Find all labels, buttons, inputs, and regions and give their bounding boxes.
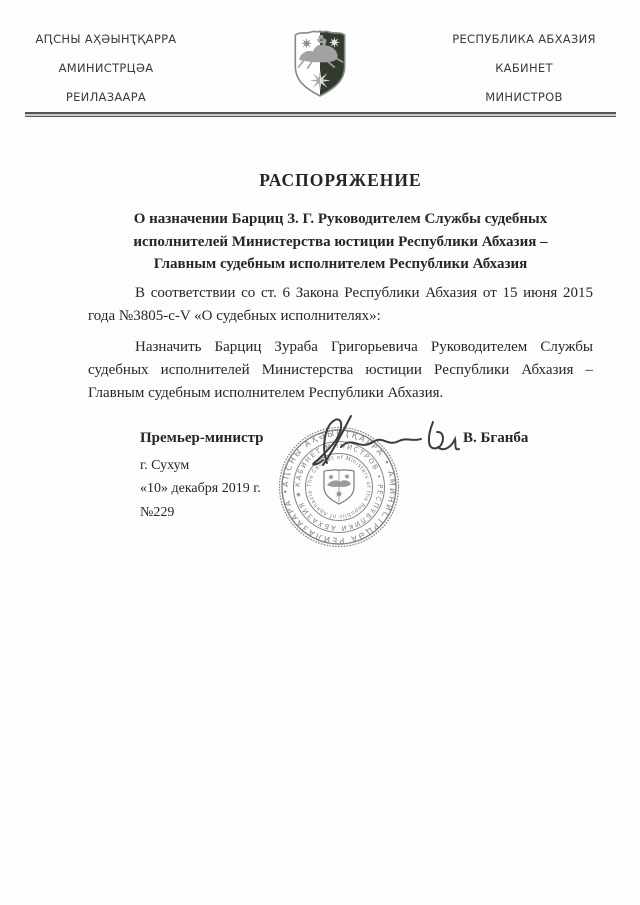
handwritten-signature [297,413,465,469]
document-type-title: РАСПОРЯЖЕНИЕ [259,170,422,190]
org-name-russian-line1: РЕСПУБЛИКА АБХАЗИЯ [452,32,596,46]
org-name-russian-line3: МИНИСТРОВ [485,90,563,104]
org-name-abkhaz-line3: РЕИЛАЗААРА [65,90,147,104]
coat-of-arms-icon [289,27,351,99]
document-number: №229 [140,505,175,520]
stamp-center-emblem [324,470,354,504]
document-subject [88,208,593,276]
signer-title: Премьер-министр [140,430,264,446]
emblem-star-left [301,38,312,49]
header-divider [25,112,616,117]
subject-line3: Главным судебным исполнителем Республики Абхазия [153,256,528,272]
issue-date: «10» декабря 2019 г. [140,481,261,496]
stamp-middle-ring-text: КАБИНЕТ МИНИСТРОВ • РЕСПУБЛИКИ АБХАЗИЯ ★ [293,441,385,533]
subject-line2: исполнителей Министерства юстиции Республики Абхазия – [133,233,548,250]
org-name-abkhaz-line2: АМИНИСТРЦӘА [58,61,154,75]
issue-place: г. Сухум [140,458,190,473]
org-name-abkhaz [20,25,192,112]
org-name-russian-line2: КАБИНЕТ [495,61,553,75]
subject-line1: О назначении Барциц З. Г. Руководителем Службы судебных [133,211,548,227]
body-paragraph-appointment: Назначить Барциц Зураба Григорьевича Руководителем Службы судебных исполнителей Министерства юстиции Республики Абхазия – Главным судебным исполнителем Республики Абхазия. [88,339,593,401]
body-paragraph-legal-basis: В соответствии со ст. 6 Закона Республики Абхазия от 15 июня 2015 года №3805-с-V «О судебных исполнителях»: [88,285,593,324]
stamp-inner-ring-text: The Cabinet of Ministers of the Republic of Abkhazia [306,454,372,520]
org-name-abkhaz-line1: АԤСНЫ АҲӘЫНҬҚАРРА [35,32,177,46]
signer-name: В. Бганба [463,430,529,446]
emblem-star-right [329,37,340,48]
stamp-outer-ring-text: АԤСНЫ АҲӘЫНҬҚАРРА • АМИНИСТРЦӘА РЕИЛАЗААРА • [280,428,398,546]
org-name-russian [438,25,610,112]
